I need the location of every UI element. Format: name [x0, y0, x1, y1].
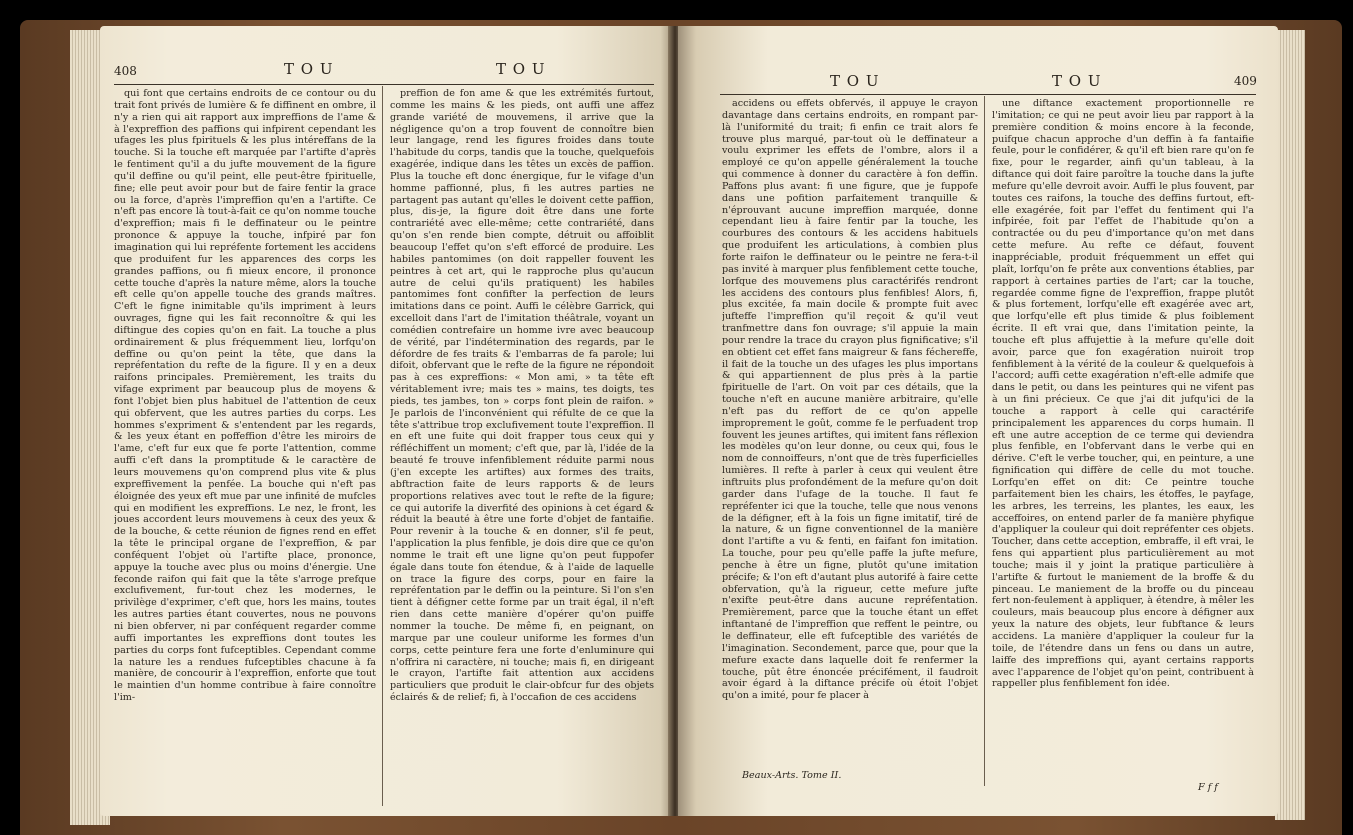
page-number: 408 — [114, 64, 137, 78]
header-rule — [720, 94, 1256, 95]
column-rule — [382, 86, 383, 806]
footer-volume: Beaux-Arts. Tome II. — [742, 770, 842, 781]
running-head: T O U — [496, 60, 546, 78]
column-text: preffion de fon ame & que les extrémités furtout, comme les mains & les pieds, ont auffi une affez grande variété de mouvemens, il arrive que la négligence qu'on a trop fouvent de connoître bien leur langage, rend les figures froides dans toute l'habitude du corps, tandis que la touche, quelquefois exagérée, indique dans les têtes un excès de paffion. Plus la touche eft donc énergique, fur le vifage d'un homme paffionné, plus, fi les autres parties ne partagent pas autant qu'elles le doivent cette paffion, plus, dis-je, la figure doit être dans une forte contrariété avec elle-même; cette contrariété, dans qu'on s'en rende bien compte, détruit ou affoiblit beaucoup l'effet qu'on s'eft efforcé de produire. Les habiles pantomimes (on doit rappeller fouvent les peintres à cet art, qui le rapproche plus qu'aucun autre de celui qu'ils pratiquent) les habiles pantomimes font confifter la perfection de leurs imitations dans ce point. Auffi le célèbre Garrick, qui excelloit dans l'art de l'imitation théâtrale, voyant un comédien contrefaire un homme ivre avec beaucoup de vérité, par l'indétermination des regards, par le défordre de fes traits & l'embarras de fa parole; lui difoit, obfervant que le refte de la figure ne répondoit pas à ces expreffions: « Mon ami, » ta tête eft véritablement ivre; mais tes » mains, tes doigts, tes pieds, tes jambes, ton » corps font plein de raifon. » Je parlois de l'inconvénient qui réfulte de ce que la tête s'attribue trop exclufivement toute l'expreffion. Il en eft une fuite qui doit frapper tous ceux qui y réfléchiffent un moment; c'eft que, par là, l'idée de la beauté fe trouve infenfiblement réduite parmi nous (j'en excepte les artiftes) aux formes des traits, abftraction faite de leurs rapports & de leurs proportions relatives avec tout le refte de la figure; ce qui autorife la diverfité des opinions à cet égard & réduit la beauté à être une forte d'objet de fantaifie. Pour revenir à la touche & en donner, s'il fe peut, l'application la plus fenfible, je dois dire que ce qu'on nomme le trait eft une ligne qu'on peut fuppofer égale dans toute fon étendue, & à l'aide de laquelle on trace la figure des corps, pour en faire la repréfentation par le deffin ou la peinture. Si l'on s'en tient à défigner cette forme par un trait égal, il n'eft rien dans cette manière d'opérer qu'on puiffe nommer la touche. De même fi, en peignant, on marque par une couleur uniforme les formes d'un corps, cette peinture fera une forte d'enluminure qui n'offrira ni caractère, ni touche; mais fi, en dirigeant le crayon, l'artifte fait attention aux accidens particuliers que produit le clair-obfcur fur des objets éclairés & de relief; fi, à l'occafion de ces accidens — [390, 88, 654, 704]
running-head: T O U — [284, 60, 334, 78]
running-head: T O U — [1052, 72, 1102, 90]
header-rule — [114, 84, 654, 85]
text-column-2 — [390, 88, 654, 800]
signature-mark: F f f — [1198, 782, 1218, 793]
column-text: une diftance exactement proportionnelle re l'imitation; ce qui ne peut avoir lieu par rapport à la première condition & moins encore à la feconde, puifque chacun approche d'un deffin à fa fantaifie feule, pour le confidérer, & qu'il eft bien rare qu'on fe fixe, pour le regarder, ainfi qu'un tableau, à la diftance qui doit faire paroître la touche dans la jufte mefure qu'elle devroit avoir. Auffi le plus fouvent, par toutes ces raifons, la touche des deffins furtout, eft-elle exagérée, foit par l'effet du fentiment qui l'a infpirée, foit par l'effet de l'habitude qu'on a contractée ou du peu d'importance qu'on met dans cette mefure. Au refte ce défaut, fouvent inappréciable, produit fréquemment un effet qui plaît, lorfqu'on fe prête aux conventions établies, par rapport à certaines parties de l'art; car la touche, regardée comme figne de l'expreffion, frappe plutôt & plus fortement, lorfqu'elle eft exagérée avec art, que lorfqu'elle eft plus timide & plus foiblement écrite. Il eft vrai que, dans l'imitation peinte, la touche eft plus affujettie à la mefure qu'elle doit avoir, parce que fon exagération nuiroit trop fenfiblement à la vérité de la couleur & quelquefois à l'accord; auffi cette exagération n'eft-elle admife que dans le petit, ou dans les peintures qui ne vifent pas à un fini précieux. Ce que j'ai dit jufqu'ici de la touche a rapport à celle qui caractérife principalement les apparences du corps humain. Il eft une autre acception de ce terme qui deviendra plus fenfible, en l'obfervant dans le verbe qui en dérive. C'eft le verbe toucher, qui, en peinture, a une fignification qui diffère de celle du mot touche. Lorfqu'en effet on dit: Ce peintre touche parfaitement bien les chairs, les étoffes, le payfage, les arbres, les terreins, les plantes, les eaux, les acceffoires, on entend parler de fa manière phyfique d'appliquer la couleur qui doit repréfenter ces objets. Toucher, dans cette acception, embraffe, il eft vrai, le fens qui appartient plus particulièrement au mot touche; mais il y joint la pratique particulière à l'artifte & furtout le maniement de la broffe & du pinceau. Le maniement de la broffe ou du pinceau fert non-feulement à appliquer, à étendre, à mêler les couleurs, mais beaucoup plus encore à défigner aux yeux la nature des objets, leur fubftance & leurs accidens. La manière d'appliquer la couleur fur la toile, de l'étendre dans un fens ou dans un autre, laiffe des impreffions qui, ayant certains rapports avec l'apparence de l'objet qu'on peint, contribuent à rappeller plus fenfiblement fon idée. — [992, 98, 1254, 690]
text-column-1 — [722, 98, 978, 768]
column-rule — [984, 96, 985, 786]
right-page — [678, 26, 1278, 816]
page-number: 409 — [1234, 74, 1257, 88]
page-edges-right — [1275, 30, 1305, 820]
running-head: T O U — [830, 72, 880, 90]
column-text: qui font que certains endroits de ce contour ou du trait font privés de lumière & fe diffinent en ombre, il n'y a rien qui ait rapport aux impreffions de l'ame & à l'expreffion des paffions qui infpirent cependant les ufages les plus fpirituels & les plus intéreffans de la touche. Si la touche eft marquée par l'artifte d'après le fentiment qu'il a du jufte mouvement de la figure qu'il deffine ou qu'il peint, elle peut-être fpirituelle, fine; elle peut avoir pour but de faire fentir la grace ou la force, d'après l'impreffion qu'en a l'artifte. Ce n'eft pas encore là tout-à-fait ce qu'on nomme touche d'expreffion; mais fi le deffinateur ou le peintre prononce & appuye la touche, infpiré par fon imagination qui lui repréfente fortement les accidens que produifent fur les apparences des corps les grandes paffions, ou fi mieux encore, il prononce cette touche d'après la nature même, alors la touche eft celle qu'on appelle touche des grands maîtres. C'eft le figne inimitable qu'ils impriment à leurs ouvrages, figne qui les fait reconnoître & qui les diftingue des copies qu'on en fait. La touche a plus ordinairement & plus fréquemment lieu, lorfqu'on deffine ou qu'on peint la tête, que dans la repréfentation du refte de la figure. Il y en a deux raifons principales. Premièrement, les traits du vifage expriment par beaucoup plus de moyens & font l'objet bien plus habituel de l'attention de ceux qui obfervent, que les autres parties du corps. Les hommes s'expriment & s'entendent par les regards, & les yeux étant en poffeffion d'être les miroirs de l'ame, c'eft fur eux que fe porte l'attention, comme auffi c'eft dans la promptitude & le caractère de leurs mouvemens qu'on comprend plus vite & plus expreffivement la penfée. La bouche qui n'eft pas éloignée des yeux eft mue par une infinité de mufcles qui en modifient les expreffions. Le nez, le front, les joues accordent leurs mouvemens à ceux des yeux & de la bouche, & cette réunion de fignes rend en effet la tête le principal organe de l'expreffion, & par conféquent l'objet où l'artifte place, prononce, appuye la touche avec plus ou moins d'énergie. Une feconde raifon qui fait que la tête s'arroge prefque exclufivement, fur-tout chez les modernes, le privilège d'exprimer, c'eft que, hors les mains, toutes les autres parties étant couvertes, nous ne pouvons ni bien obferver, ni par conféquent regarder comme auffi importantes les expreffions dont toutes les parties du corps font fufceptibles. Cependant comme la nature les a rendues fufceptibles chacune à fa manière, de concourir à l'expreffion, enforte que tout le maintien d'un homme contribue à faire connoître l'im- — [114, 88, 376, 704]
text-column-2 — [992, 98, 1254, 782]
text-column-1 — [114, 88, 376, 800]
column-text: accidens ou effets obfervés, il appuye le crayon davantage dans certains endroits, en rompant par-là l'uniformité du trait; fi enfin ce trait alors fe trouve plus marqué, par-tout où le deffinateur a voulu exprimer les effets de l'ombre, alors il a employé ce qu'on appelle généralement la touche qui commence à donner du caractère à fon deffin. Paffons plus avant: fi une figure, que je fuppofe dans une pofition parfaitement tranquille & n'éprouvant aucune impreffion marquée, donne cependant lieu à faire fentir par la touche, les courbures des contours & les accidens habituels que produifent les articulations, à combien plus forte raifon le deffinateur ou le peintre ne fera-t-il pas invité à marquer plus fenfiblement cette touche, lorfque des mouvemens plus caractérifés rendront les accidens des contours plus fenfibles! Alors, fi, plus excitée, fa main docile & prompte fuit avec jufteffe l'impreffion qu'il reçoit & qu'il veut tranfmettre dans fon ouvrage; s'il appuie la main pour rendre la trace du crayon plus fignificative; s'il en obtient cet effet fans maigreur & fans féchereffe, il fait de la touche un des ufages les plus importans & qui appartiennent de plus près à la partie fpirituelle de l'art. On voit par ces détails, que la touche n'eft en aucune manière arbitraire, qu'elle n'eft pas du reffort de ce qu'on appelle improprement le goût, comme fe le perfuadent trop fouvent les jeunes artiftes, qui imitent fans réflexion les modèles qu'on leur donne, ou ceux qui, fous le nom de connoiffeurs, n'ont que de très fuperficielles lumières. Il refte à parler à ceux qui veulent être inftruits plus profondément de la mefure qu'on doit garder dans l'ufage de la touche. Il faut fe repréfenter ici que la touche, telle que nous venons de la défigner, eft à la fois un figne imitatif, tiré de la nature, & un figne conventionnel de la manière dont l'artifte a vu & fenti, en faifant fon imitation. La touche, pour peu qu'elle paffe la jufte mefure, penche à être un figne, plutôt qu'une imitation précife; & l'on eft d'autant plus autorifé à faire cette obfervation, qu'à la rigueur, cette mefure jufte n'exifte peut-être dans aucune repréfentation. Premièrement, parce que la touche étant un effet inftantané de l'impreffion que reffent le peintre, ou le deffinateur, elle eft fufceptible des variétés de l'imagination. Secondement, parce que, pour que la mefure exacte dans laquelle doit fe renfermer la touche, pût être énoncée précifément, il faudroit avoir égard à la diftance précife où étoit l'objet qu'on a imité, pour fe placer à — [722, 98, 978, 702]
left-page — [100, 26, 672, 816]
